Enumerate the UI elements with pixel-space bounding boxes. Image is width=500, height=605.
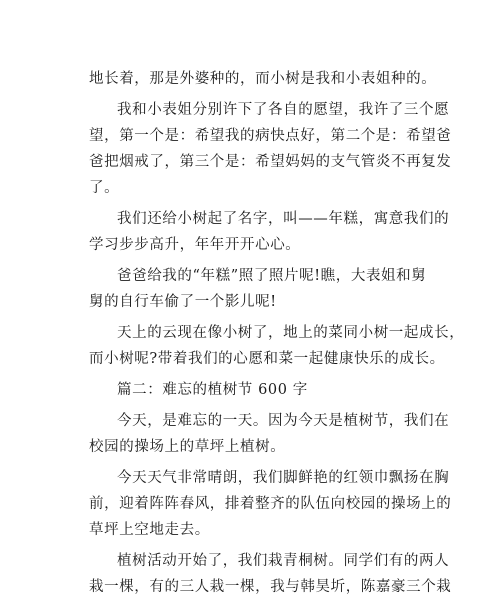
- paragraph-p9: [89, 548, 452, 600]
- paragraph-p1: [89, 66, 437, 92]
- text-line: 而小树呢?带着我们的心愿和菜一起健康快乐的成长。: [89, 351, 445, 367]
- text-line: 天上的云现在像小树了，地上的菜同小树一起成长，: [117, 325, 465, 341]
- text-line: 地长着，那是外婆种的，而小树是我和小表姐种的。: [89, 71, 437, 87]
- text-line: 学习步步高升，年年开开心心。: [89, 237, 301, 253]
- text-line: 栽一棵，有的三人栽一棵，我与韩昊圻，陈嘉豪三个栽: [89, 579, 452, 595]
- text-line: 今天天气非常晴朗，我们脚鲜艳的红领巾飘扬在胸: [117, 470, 450, 486]
- text-line: 今天，是难忘的一天。因为今天是植树节，我们在: [117, 413, 450, 429]
- text-line: 爸把烟戒了，第三个是：希望妈妈的支气管炎不再复发: [89, 154, 452, 170]
- document-body: [89, 66, 465, 605]
- paragraph-p2: [89, 97, 452, 201]
- paragraph-p5: [89, 320, 465, 372]
- text-line: 篇二：难忘的植树节 600 字: [117, 382, 308, 398]
- text-line: 植树活动开始了，我们栽青桐树。同学们有的两人: [117, 553, 450, 569]
- paragraph-p3: [89, 206, 450, 258]
- text-line: 舅的自行车偷了一个影儿呢!: [89, 294, 277, 310]
- text-line: 草坪上空地走去。: [89, 522, 210, 538]
- paragraph-p4: [89, 263, 429, 315]
- paragraph-p8: [89, 465, 452, 543]
- text-line: 望，第一个是：希望我的病快点好，第二个是：希望爸: [89, 128, 452, 144]
- text-line: 爸爸给我的“年糕”照了照片呢!瞧，大表姐和舅: [117, 268, 427, 284]
- text-line: 了。: [89, 180, 120, 196]
- text-line: 我和小表姐分别许下了各自的愿望，我许了三个愿: [117, 102, 450, 118]
- text-line: 校园的操场上的草坪上植树。: [89, 439, 286, 455]
- text-line: 我们还给小树起了名字，叫——年糕，寓意我们的: [117, 211, 450, 227]
- text-line: 前，迎着阵阵春风，排着整齐的队伍向校园的操场上的: [89, 496, 452, 512]
- paragraph-p7: [89, 408, 450, 460]
- paragraph-p6: [89, 377, 429, 403]
